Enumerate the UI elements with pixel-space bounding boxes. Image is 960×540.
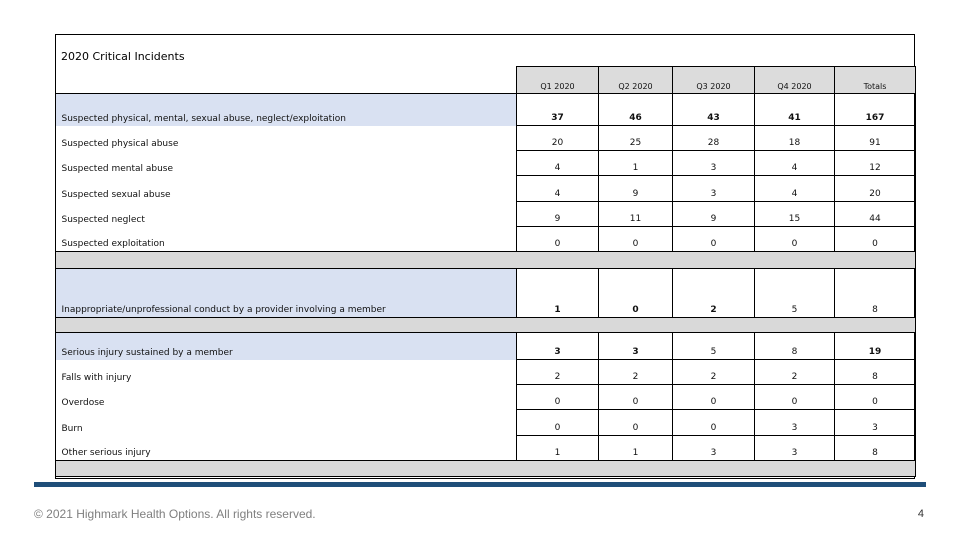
- cell-value: 0: [673, 385, 755, 410]
- table-row: [56, 410, 916, 436]
- col-header-q3: Q3 2020: [673, 67, 755, 94]
- col-header-q4: Q4 2020: [755, 67, 835, 94]
- table-row: [56, 176, 916, 202]
- cell-value: 0: [835, 385, 916, 410]
- cell-value: 2: [755, 360, 835, 385]
- cell-value: 37: [517, 94, 599, 126]
- cell-value: 15: [755, 202, 835, 227]
- cell-value: 0: [517, 227, 599, 252]
- cell-value: 9: [673, 202, 755, 227]
- cell-value: 0: [517, 385, 599, 410]
- cell-value: 0: [599, 269, 673, 318]
- cell-value: 3: [517, 333, 599, 360]
- col-header-q2: Q2 2020: [599, 67, 673, 94]
- cell-value: 9: [517, 202, 599, 227]
- row-label: Inappropriate/unprofessional conduct by a provider involving a member: [56, 269, 517, 318]
- cell-value: 25: [599, 126, 673, 151]
- cell-value: 3: [755, 410, 835, 436]
- table-row: [56, 94, 916, 126]
- cell-value: 91: [835, 126, 916, 151]
- cell-value: 20: [517, 126, 599, 151]
- footer-accent-bar: [34, 482, 926, 487]
- cell-value: 1: [599, 151, 673, 176]
- incidents-table: [55, 66, 916, 477]
- cell-value: 3: [673, 151, 755, 176]
- cell-value: 8: [835, 360, 916, 385]
- cell-value: 8: [835, 269, 916, 318]
- cell-value: 3: [673, 436, 755, 461]
- cell-value: 46: [599, 94, 673, 126]
- cell-value: 3: [755, 436, 835, 461]
- cell-value: 8: [755, 333, 835, 360]
- cell-value: 5: [673, 333, 755, 360]
- cell-value: 4: [517, 151, 599, 176]
- cell-value: 5: [755, 269, 835, 318]
- table-row: [56, 269, 916, 318]
- row-label: Suspected sexual abuse: [61, 189, 171, 200]
- header-row: [56, 67, 916, 94]
- cell-value: 18: [755, 126, 835, 151]
- cell-value: 20: [835, 176, 916, 202]
- table-row: [56, 151, 916, 176]
- row-label: Suspected physical, mental, sexual abuse, neglect/exploitation: [56, 94, 517, 126]
- cell-value: 44: [835, 202, 916, 227]
- table-row: [56, 202, 916, 227]
- table-row: [56, 126, 916, 151]
- spacer-row: [56, 252, 916, 269]
- copyright-footer: © 2021 Highmark Health Options. All rights reserved.: [34, 507, 316, 521]
- cell-value: 2: [673, 269, 755, 318]
- spacer-row: [56, 318, 916, 333]
- cell-value: 1: [517, 269, 599, 318]
- row-label: Overdose: [61, 397, 105, 408]
- table-row: [56, 333, 916, 360]
- cell-value: 0: [673, 227, 755, 252]
- table-row: [56, 436, 916, 461]
- cell-value: 41: [755, 94, 835, 126]
- cell-value: 3: [835, 410, 916, 436]
- cell-value: 1: [599, 436, 673, 461]
- cell-value: 3: [599, 333, 673, 360]
- col-header-q1: Q1 2020: [517, 67, 599, 94]
- cell-value: 0: [599, 410, 673, 436]
- cell-value: 0: [599, 385, 673, 410]
- cell-value: 0: [755, 385, 835, 410]
- cell-value: 3: [673, 176, 755, 202]
- row-label: Burn: [61, 423, 83, 434]
- row-label: Suspected physical abuse: [61, 138, 179, 149]
- row-label: Other serious injury: [61, 448, 151, 458]
- cell-value: 0: [835, 227, 916, 252]
- table-row: [56, 385, 916, 410]
- cell-value: 9: [599, 176, 673, 202]
- cell-value: 0: [599, 227, 673, 252]
- cell-value: 8: [835, 436, 916, 461]
- row-label: Suspected mental abuse: [61, 163, 174, 174]
- table-title: 2020 Critical Incidents: [61, 50, 185, 63]
- cell-value: 43: [673, 94, 755, 126]
- cell-value: 0: [517, 410, 599, 436]
- cell-value: 4: [755, 176, 835, 202]
- cell-value: 2: [517, 360, 599, 385]
- cell-value: 0: [673, 410, 755, 436]
- cell-value: 12: [835, 151, 916, 176]
- cell-value: 4: [517, 176, 599, 202]
- row-label: Serious injury sustained by a member: [56, 333, 517, 360]
- cell-value: 4: [755, 151, 835, 176]
- spacer-row: [56, 461, 916, 477]
- table-row: [56, 227, 916, 252]
- cell-value: 2: [673, 360, 755, 385]
- cell-value: 19: [835, 333, 916, 360]
- cell-value: 0: [755, 227, 835, 252]
- row-label: Falls with injury: [61, 372, 132, 383]
- table-row: [56, 360, 916, 385]
- header-blank-cell: [56, 67, 517, 94]
- cell-value: 167: [835, 94, 916, 126]
- cell-value: 11: [599, 202, 673, 227]
- row-label: Suspected neglect: [61, 214, 145, 225]
- cell-value: 1: [517, 436, 599, 461]
- page-number: 4: [917, 508, 924, 520]
- row-label: Suspected exploitation: [61, 239, 165, 249]
- cell-value: 2: [599, 360, 673, 385]
- col-header-totals: Totals: [835, 67, 916, 94]
- cell-value: 28: [673, 126, 755, 151]
